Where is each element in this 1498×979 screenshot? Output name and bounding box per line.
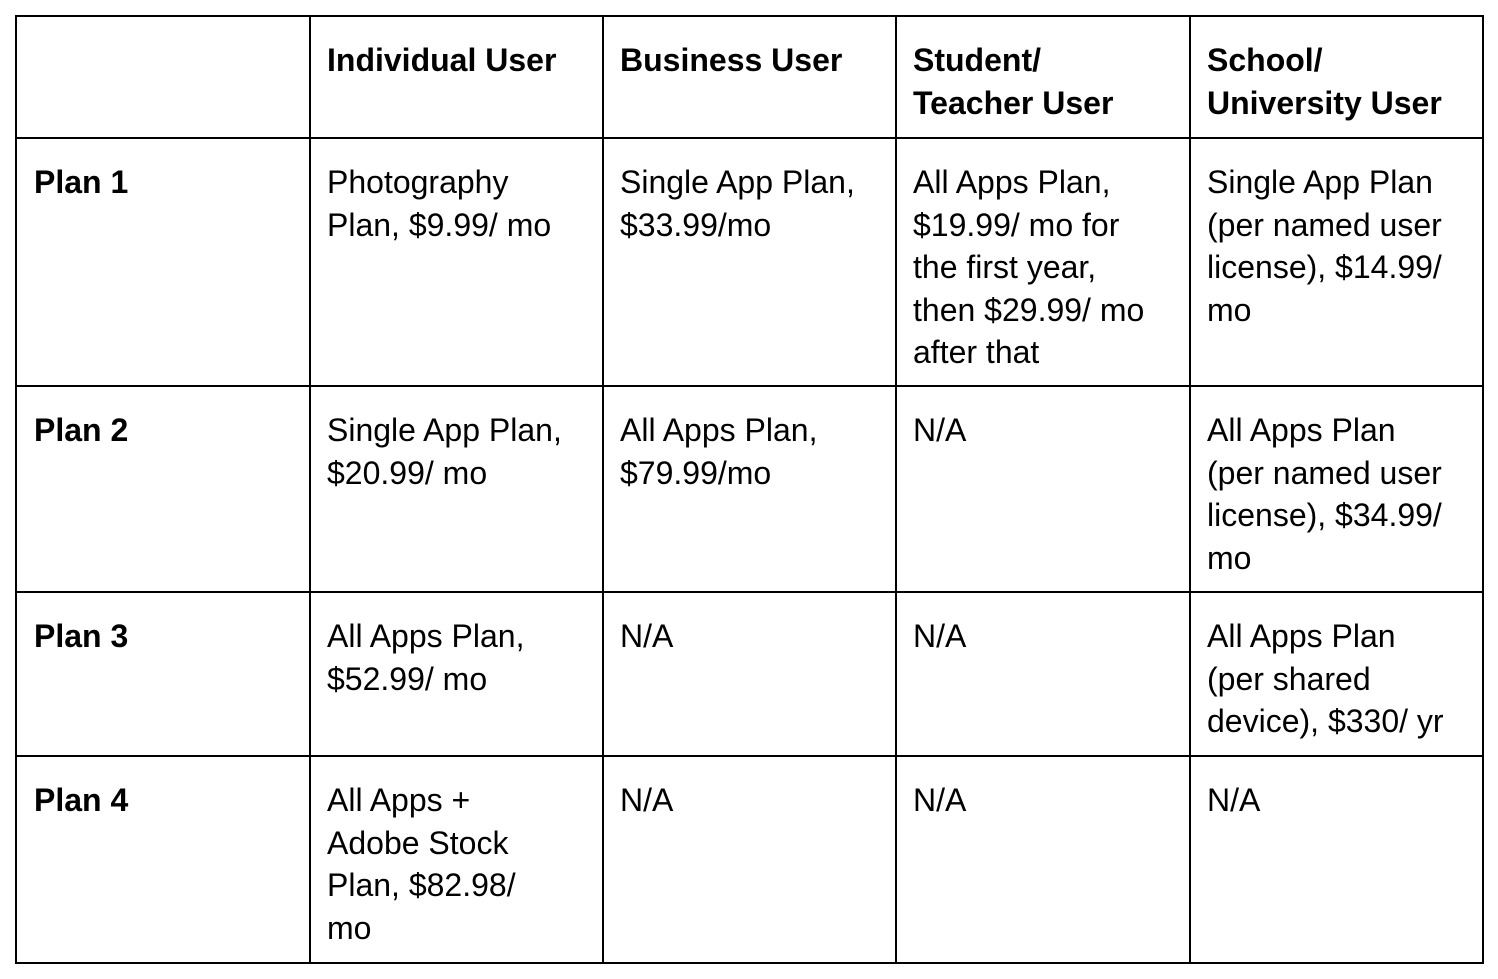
- header-row: [16, 16, 1483, 138]
- table-cell: N/A: [603, 756, 896, 963]
- table-cell: N/A: [896, 592, 1190, 756]
- table-cell: Single App Plan, $33.99/mo: [603, 138, 896, 386]
- header-cell-empty: [16, 16, 310, 138]
- table-row: [16, 756, 1483, 963]
- table-row: [16, 386, 1483, 592]
- header-cell-business-user: Business User: [603, 16, 896, 138]
- table-cell: Photography Plan, $9.99/ mo: [310, 138, 603, 386]
- header-cell-student-teacher-user: Student/ Teacher User: [896, 16, 1190, 138]
- table-cell: N/A: [896, 756, 1190, 963]
- table-cell: N/A: [1190, 756, 1483, 963]
- table-cell: Single App Plan, $20.99/ mo: [310, 386, 603, 592]
- table-cell: All Apps + Adobe Stock Plan, $82.98/ mo: [310, 756, 603, 963]
- row-label: Plan 2: [16, 386, 310, 592]
- header-cell-individual-user: Individual User: [310, 16, 603, 138]
- row-label: Plan 1: [16, 138, 310, 386]
- table-cell: All Apps Plan (per shared device), $330/ yr: [1190, 592, 1483, 756]
- table-row: [16, 592, 1483, 756]
- row-label: Plan 4: [16, 756, 310, 963]
- table-cell: All Apps Plan, $52.99/ mo: [310, 592, 603, 756]
- table-row: [16, 138, 1483, 386]
- pricing-table: [15, 15, 1484, 964]
- row-label: Plan 3: [16, 592, 310, 756]
- table-cell: N/A: [603, 592, 896, 756]
- table-cell: All Apps Plan, $79.99/mo: [603, 386, 896, 592]
- table-cell: Single App Plan (per named user license), $14.99/ mo: [1190, 138, 1483, 386]
- table-cell: All Apps Plan (per named user license), $34.99/ mo: [1190, 386, 1483, 592]
- table-cell: N/A: [896, 386, 1190, 592]
- table-cell: All Apps Plan, $19.99/ mo for the first year, then $29.99/ mo after that: [896, 138, 1190, 386]
- header-cell-school-university-user: School/ University User: [1190, 16, 1483, 138]
